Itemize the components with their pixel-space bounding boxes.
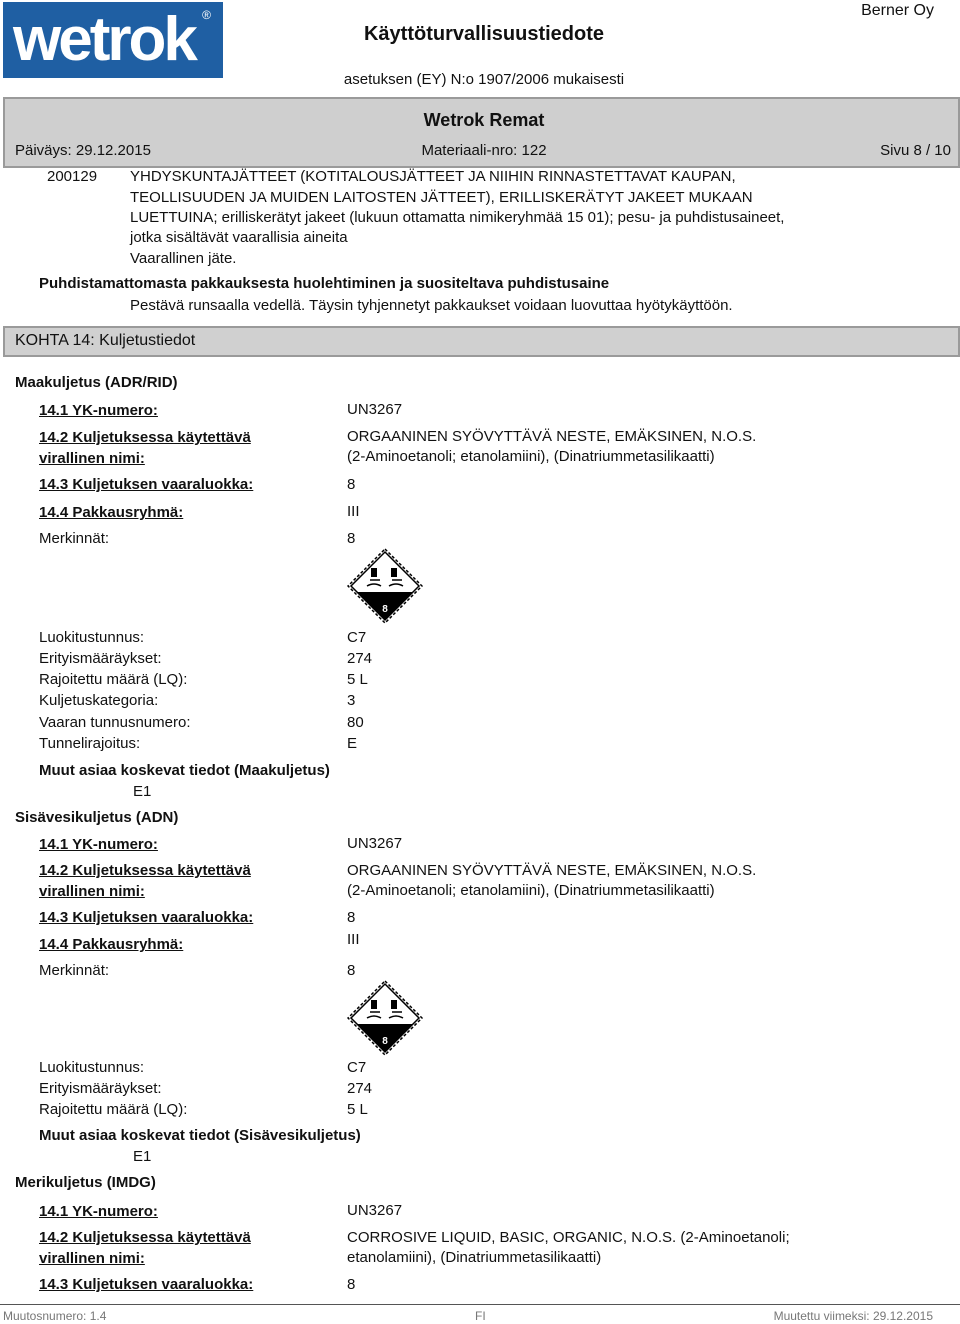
adn-marks-label: Merkinnät:: [39, 962, 110, 979]
adr-name-value: ORGAANINEN SYÖVYTTÄVÄ NESTE, EMÄKSINEN, N.O.S.: [347, 428, 757, 445]
adr-detail-label: Tunnelirajoitus:: [39, 735, 141, 752]
adn-marks-value: 8: [347, 962, 356, 979]
adr-detail-label: Luokitustunnus:: [39, 629, 145, 646]
adn-detail-value: 5 L: [347, 1101, 368, 1118]
adn-group-value: III: [347, 931, 360, 948]
document-subtitle: asetuksen (EY) N:o 1907/2006 mukaisesti: [343, 71, 625, 88]
adr-detail-label: Vaaran tunnusnumero:: [39, 714, 191, 731]
imdg-name-value: etanolamiini), (Dinatriummetasilikaatti): [347, 1249, 602, 1266]
adn-name-label: 14.2 Kuljetuksessa käytettävä: [39, 862, 251, 879]
adr-other-value: E1: [133, 783, 152, 800]
adn-class-value: 8: [347, 909, 356, 926]
adn-other-heading: Muut asiaa koskevat tiedot (Sisävesikuljetus): [39, 1127, 361, 1144]
waste-description-line: Vaarallinen jäte.: [130, 250, 237, 267]
footer-divider: [0, 1304, 960, 1305]
footer-language: FI: [475, 1309, 486, 1323]
section-14-title: KOHTA 14: Kuljetustiedot: [15, 332, 196, 349]
imdg-un-value: UN3267: [347, 1202, 403, 1219]
logo-registered-mark: ®: [202, 8, 211, 22]
adr-marks-label: Merkinnät:: [39, 530, 110, 547]
document-date: Päiväys: 29.12.2015: [15, 142, 151, 159]
logo-text: wetrok: [13, 5, 195, 74]
adn-name-label: virallinen nimi:: [39, 883, 145, 900]
footer-modified: Muutettu viimeksi: 29.12.2015: [773, 1309, 933, 1323]
adn-detail-value: 274: [347, 1080, 373, 1097]
adr-name-label: virallinen nimi:: [39, 450, 145, 467]
adr-group-label: 14.4 Pakkausryhmä:: [39, 504, 184, 521]
adn-detail-value: C7: [347, 1059, 367, 1076]
adn-heading: Sisävesikuljetus (ADN): [15, 809, 179, 826]
footer-revision: Muutosnumero: 1.4: [3, 1309, 107, 1323]
imdg-heading: Merikuljetus (IMDG): [15, 1174, 156, 1191]
adn-class-label: 14.3 Kuljetuksen vaaraluokka:: [39, 909, 254, 926]
adn-group-label: 14.4 Pakkausryhmä:: [39, 936, 184, 953]
corrosive-hazard-icon: [347, 548, 423, 624]
adr-detail-value: E: [347, 735, 358, 752]
adn-name-value: ORGAANINEN SYÖVYTTÄVÄ NESTE, EMÄKSINEN, N.O.S.: [347, 862, 757, 879]
adr-un-label: 14.1 YK-numero:: [39, 402, 158, 419]
waste-description-line: jotka sisältävät vaarallisia aineita: [130, 229, 348, 246]
adn-un-value: UN3267: [347, 835, 403, 852]
adr-group-value: III: [347, 503, 360, 520]
page-number: Sivu 8 / 10: [880, 142, 951, 159]
product-name: Wetrok Remat: [423, 110, 545, 130]
adn-detail-label: Erityismääräykset:: [39, 1080, 162, 1097]
waste-description-line: LUETTUINA; erilliskerätyt jakeet (lukuun ottamatta nimikeryhmää 15 01); pesu- ja puhdistusaineet,: [130, 209, 785, 226]
adn-detail-label: Rajoitettu määrä (LQ):: [39, 1101, 188, 1118]
adr-detail-value: 80: [347, 714, 364, 731]
imdg-un-label: 14.1 YK-numero:: [39, 1203, 158, 1220]
waste-code: 200129: [47, 168, 98, 185]
adn-other-value: E1: [133, 1148, 152, 1165]
adr-marks-value: 8: [347, 530, 356, 547]
waste-description-line: TEOLLISUUDEN JA MUIDEN LAITOSTEN JÄTTEET), ERILLISKERÄTYT JAKEET MUKAAN: [130, 189, 753, 206]
waste-description-line: YHDYSKUNTAJÄTTEET (KOTITALOUSJÄTTEET JA NIIHIN RINNASTETTAVAT KAUPAN,: [130, 168, 736, 185]
adr-detail-value: C7: [347, 629, 367, 646]
adr-name-value: (2-Aminoetanoli; etanolamiini), (Dinatriummetasilikaatti): [347, 448, 715, 465]
adr-detail-label: Erityismääräykset:: [39, 650, 162, 667]
packaging-heading: Puhdistamattomasta pakkauksesta huolehtiminen ja suositeltava puhdistusaine: [39, 275, 610, 292]
imdg-class-label: 14.3 Kuljetuksen vaaraluokka:: [39, 1276, 254, 1293]
adr-detail-value: 274: [347, 650, 373, 667]
packaging-text: Pestävä runsaalla vedellä. Täysin tyhjennetyt pakkaukset voidaan luovuttaa hyötykäyttöön.: [130, 297, 733, 314]
pictogram-number: 8: [382, 604, 388, 615]
adr-detail-value: 5 L: [347, 671, 368, 688]
adr-detail-label: Kuljetuskategoria:: [39, 692, 159, 709]
adr-class-label: 14.3 Kuljetuksen vaaraluokka:: [39, 476, 254, 493]
adn-un-label: 14.1 YK-numero:: [39, 836, 158, 853]
adr-un-value: UN3267: [347, 401, 403, 418]
adn-detail-label: Luokitustunnus:: [39, 1059, 145, 1076]
material-number: Materiaali-nro: 122: [421, 142, 547, 159]
adr-detail-value: 3: [347, 692, 356, 709]
adr-detail-label: Rajoitettu määrä (LQ):: [39, 671, 188, 688]
corrosive-hazard-icon: [347, 980, 423, 1056]
adr-heading: Maakuljetus (ADR/RID): [15, 374, 178, 391]
company-name: Berner Oy: [861, 2, 934, 19]
imdg-name-label: 14.2 Kuljetuksessa käytettävä: [39, 1229, 251, 1246]
adr-class-value: 8: [347, 476, 356, 493]
imdg-name-value: CORROSIVE LIQUID, BASIC, ORGANIC, N.O.S. (2-Aminoetanoli;: [347, 1229, 790, 1246]
imdg-class-value: 8: [347, 1276, 356, 1293]
document-title: Käyttöturvallisuustiedote: [363, 23, 605, 45]
adr-name-label: 14.2 Kuljetuksessa käytettävä: [39, 429, 251, 446]
imdg-name-label: virallinen nimi:: [39, 1250, 145, 1267]
pictogram-number: 8: [382, 1036, 388, 1047]
adr-other-heading: Muut asiaa koskevat tiedot (Maakuljetus): [39, 762, 330, 779]
adn-name-value: (2-Aminoetanoli; etanolamiini), (Dinatriummetasilikaatti): [347, 882, 715, 899]
